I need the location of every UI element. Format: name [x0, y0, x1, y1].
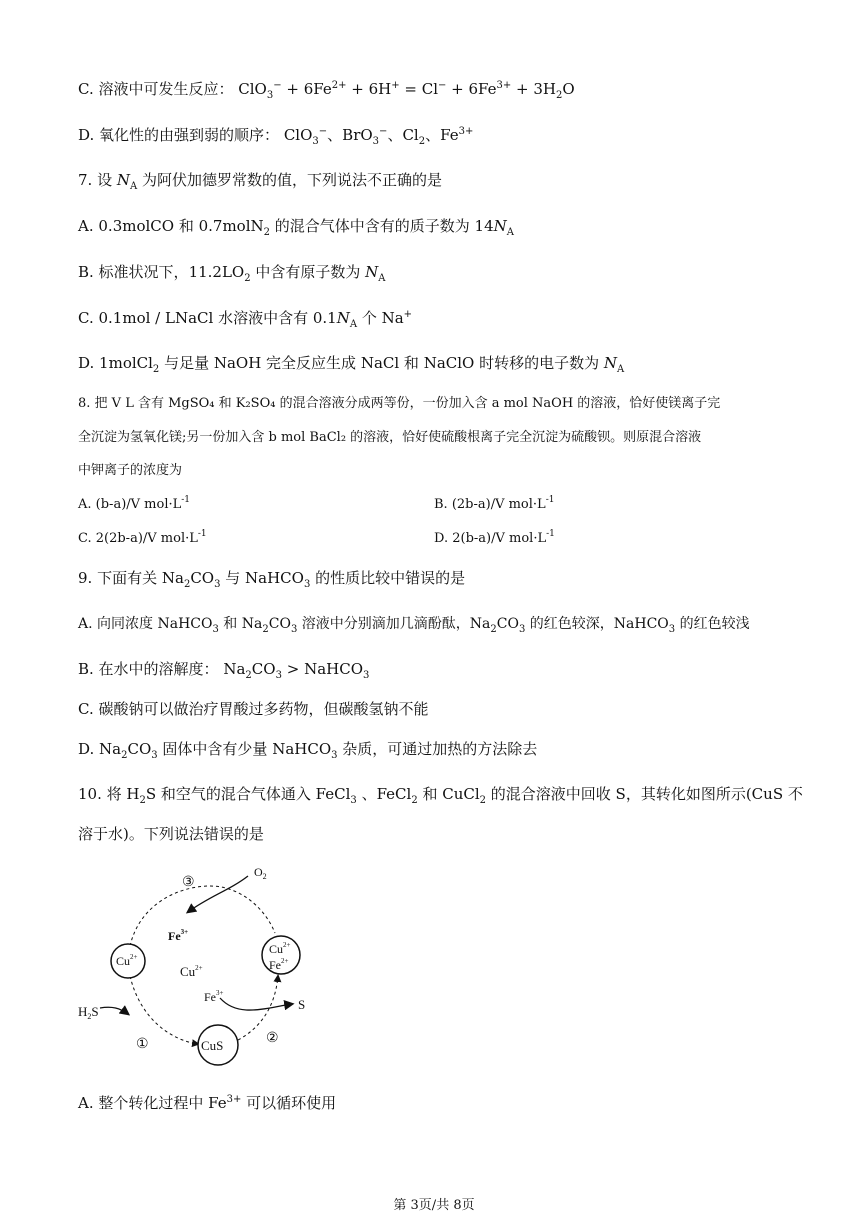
option-text: A. 整个转化过程中 Fe — [78, 1094, 227, 1112]
option-label: D. 氧化性的由强到弱的顺序： — [78, 126, 280, 144]
option-7b — [78, 262, 386, 282]
option-text: 的红色较浅 — [675, 616, 750, 632]
subscript: 3 — [372, 136, 380, 147]
question-7 — [78, 170, 442, 190]
question-8-line-2: 全沉淀为氢氧化镁;另一份加入含 b mol BaCl₂ 的溶液，恰好使硫酸根离子完全沉淀为硫酸钡。则原混合溶液 — [78, 430, 702, 445]
subscript: 2 — [411, 795, 418, 806]
fe3-top-label — [168, 928, 188, 943]
question-text: 、FeCl — [356, 785, 412, 803]
formula-part: NaHCO — [157, 616, 213, 632]
option-text: D. 2(b-a)/V mol·L — [434, 531, 547, 546]
option-10a — [78, 1093, 336, 1113]
option-label: C. — [78, 309, 94, 327]
formula-part: + 3H — [511, 80, 556, 98]
option-text: 0.1mol / LNaCl 水溶液中含有 0.1 — [98, 309, 337, 327]
superscript: -1 — [546, 529, 555, 539]
option-label: D. — [78, 354, 95, 372]
superscript: 3+ — [226, 1094, 242, 1105]
subscript: A — [378, 273, 386, 284]
question-text: 为阿伏加德罗常数的值，下列说法不正确的是 — [137, 171, 442, 189]
subscript: 2 — [183, 579, 191, 590]
o2-sub: 2 — [262, 872, 267, 881]
question-8-line-1: 8. 把 V L 含有 MgSO₄ 和 K₂SO₄ 的混合溶液分成两等份，一份加入含 a mol NaOH 的溶液，恰好使镁离子完 — [78, 396, 721, 411]
option-text: 的红色较深， — [525, 616, 614, 632]
formula-part: BrO — [342, 126, 373, 144]
formula-part: Na — [161, 569, 184, 587]
cu-text: Cu — [180, 964, 196, 979]
option-text: 的混合气体中含有的质子数为 14 — [270, 217, 494, 235]
subscript: A — [349, 319, 358, 330]
separator: 、 — [327, 126, 343, 144]
formula-part: Na — [469, 616, 491, 632]
o2-label — [254, 865, 267, 881]
separator: 、 — [425, 126, 441, 144]
cu-sup: 2+ — [130, 953, 138, 961]
subscript: 2 — [244, 273, 251, 284]
superscript: 2+ — [331, 80, 347, 91]
option-text: 0.3molCO 和 0.7molN — [98, 217, 264, 235]
option-text: A. 向同浓度 — [78, 616, 158, 632]
formula-part: Na — [223, 660, 246, 678]
h-text: H — [78, 1004, 88, 1019]
formula-part: NaHCO — [304, 660, 363, 678]
symbol-na: N — [365, 263, 379, 281]
fe-text: Fe — [269, 958, 281, 972]
formula-part: NaHCO — [245, 569, 304, 587]
subscript: 2 — [121, 750, 128, 761]
formula-part: Na — [241, 616, 263, 632]
arc-bottom-left — [130, 976, 198, 1044]
option-text: 与足量 NaOH 完全反应生成 NaCl 和 NaClO 时转移的电子数为 — [159, 354, 604, 372]
option-9d — [78, 739, 537, 759]
superscript: 3+ — [458, 126, 474, 137]
symbol-na: N — [603, 354, 617, 372]
option-label: B. 标准状况下， — [78, 263, 189, 281]
superscript: − — [379, 126, 388, 137]
fe-sup: 3+ — [180, 928, 189, 936]
subscript: 3 — [363, 670, 370, 681]
fe-sup: 2+ — [281, 957, 289, 965]
subscript: 3 — [518, 624, 526, 635]
subscript: 3 — [214, 579, 221, 590]
option-label: D. — [78, 740, 95, 758]
option-text: B. (2b-a)/V mol·L — [434, 497, 546, 512]
step-2-label: ② — [266, 1031, 279, 1046]
subscript: 3 — [312, 136, 319, 147]
question-9 — [78, 568, 465, 588]
question-text: 的性质比较中错误的是 — [310, 569, 466, 587]
subscript: 2 — [490, 624, 497, 635]
formula-part: = Cl — [399, 80, 438, 98]
cu-text: Cu — [116, 954, 131, 968]
superscript: + — [391, 80, 400, 91]
superscript: − — [438, 80, 447, 91]
option-9c: C. 碳酸钠可以做治疗胃酸过多药物，但碳酸氢钠不能 — [78, 700, 429, 718]
symbol-na: N — [336, 309, 350, 327]
option-text: 中含有原子数为 — [250, 263, 366, 281]
subscript: 2 — [418, 136, 426, 147]
fe-text: Fe — [168, 929, 181, 943]
option-label: C. 溶液中可发生反应： — [78, 80, 234, 98]
symbol-na: N — [493, 217, 507, 235]
subscript: 2 — [139, 795, 146, 806]
s-product-label: S — [298, 997, 306, 1012]
question-text: S 和空气的混合气体通入 FeCl — [145, 785, 351, 803]
fe-sup: 3+ — [216, 989, 224, 997]
subscript: 2 — [263, 227, 271, 238]
option-8c — [78, 529, 207, 549]
formula-part: CO — [268, 616, 291, 632]
superscript: − — [273, 80, 282, 91]
s-text: S — [91, 1004, 99, 1019]
question-10-line-2: 溶于水)。下列说法错误的是 — [78, 825, 264, 843]
formula-part: Na — [99, 740, 122, 758]
question-8-line-3: 中钾离子的浓度为 — [78, 463, 183, 478]
subscript: A — [506, 227, 514, 238]
question-10-line-1 — [78, 784, 803, 804]
formula-part: + 6Fe — [446, 80, 497, 98]
option-7c — [78, 308, 412, 328]
formula-part: CO — [127, 740, 152, 758]
subscript: 2 — [152, 364, 160, 375]
cu-text: Cu — [269, 942, 284, 956]
superscript: -1 — [197, 529, 207, 539]
fe3-mid-label — [204, 989, 224, 1004]
option-text: 可以循环使用 — [241, 1094, 337, 1112]
option-text: 1molCl — [99, 354, 153, 372]
formula-part: CO — [251, 660, 276, 678]
formula-part: Fe — [440, 126, 459, 144]
option-9a — [78, 614, 750, 634]
h2s-arrow — [100, 1007, 128, 1014]
subscript: 3 — [212, 624, 219, 635]
subscript: 3 — [151, 750, 158, 761]
subscript: 3 — [303, 579, 311, 590]
formula-part: Cl — [402, 126, 419, 144]
reaction-equation — [238, 80, 575, 101]
question-text: 7. 设 — [78, 171, 117, 189]
option-9b — [78, 659, 369, 679]
cu-sup: 2+ — [283, 941, 291, 949]
separator: 、 — [387, 126, 403, 144]
subscript: A — [129, 181, 138, 192]
option-text: 固体中含有少量 NaHCO — [157, 740, 332, 758]
step-3-label: ③ — [182, 875, 195, 890]
subscript: 2 — [556, 90, 563, 101]
option-label: B. 在水中的溶解度： — [78, 660, 219, 678]
cus-label: CuS — [201, 1038, 224, 1053]
subscript: 3 — [275, 670, 282, 681]
o2-text: O — [254, 865, 263, 879]
option-text: 溶液中分别滴加几滴酚酞， — [297, 616, 470, 632]
option-text: A. (b-a)/V mol·L — [78, 497, 182, 512]
o2-arrow — [188, 876, 248, 912]
question-text: 与 — [220, 569, 246, 587]
option-8d — [434, 529, 555, 549]
subscript: A — [617, 364, 625, 375]
option-8a — [78, 495, 190, 515]
option-6c — [78, 79, 575, 99]
superscript: + — [403, 309, 413, 320]
option-label: A. — [78, 217, 94, 235]
superscript: -1 — [545, 495, 555, 505]
option-text: 个 Na — [357, 309, 404, 327]
subscript: 3 — [350, 795, 357, 806]
formula-part: O — [562, 80, 575, 98]
option-text: 11.2LO — [188, 263, 245, 281]
subscript: 3 — [290, 624, 298, 635]
superscript: 3+ — [496, 80, 512, 91]
fe-text: Fe — [204, 990, 216, 1004]
cu-center-label — [180, 964, 203, 979]
formula-part: + 6Fe — [281, 80, 332, 98]
conversion-cycle-diagram — [70, 858, 330, 1078]
option-8b — [434, 495, 554, 515]
subscript: 2 — [262, 624, 269, 635]
question-text: 10. 将 H — [78, 785, 140, 803]
h2s-label — [78, 1004, 99, 1021]
s-arrow — [220, 998, 292, 1010]
question-text: 9. 下面有关 — [78, 569, 162, 587]
subscript: 3 — [266, 90, 274, 101]
operator: > — [281, 660, 305, 678]
formula-part: ClO — [283, 126, 313, 144]
question-text: 的混合溶液中回收 S，其转化如图所示(CuS 不 — [486, 785, 803, 803]
formula-part: CO — [190, 569, 215, 587]
h-sub: 2 — [87, 1012, 92, 1021]
cu-sup: 2+ — [195, 964, 203, 972]
formula-part: + 6H — [346, 80, 392, 98]
superscript: − — [318, 126, 328, 137]
formula-part: ClO — [238, 80, 267, 98]
option-text: 和 — [218, 616, 242, 632]
formula-part: NaHCO — [613, 616, 669, 632]
option-text: C. 2(2b-a)/V mol·L — [78, 531, 198, 546]
formula-part: CO — [496, 616, 519, 632]
subscript: 3 — [668, 624, 676, 635]
subscript: 3 — [331, 750, 338, 761]
step-1-label: ① — [136, 1037, 149, 1052]
subscript: 2 — [479, 795, 487, 806]
option-7a — [78, 216, 514, 236]
symbol-na: N — [116, 171, 130, 189]
option-text: 杂质，可通过加热的方法除去 — [337, 740, 538, 758]
option-7d — [78, 353, 624, 373]
question-text: 和 CuCl — [417, 785, 480, 803]
subscript: 2 — [245, 670, 252, 681]
superscript: -1 — [181, 495, 191, 505]
page-footer: 第 3页/共 8页 — [393, 1198, 475, 1213]
option-6d — [78, 125, 473, 145]
